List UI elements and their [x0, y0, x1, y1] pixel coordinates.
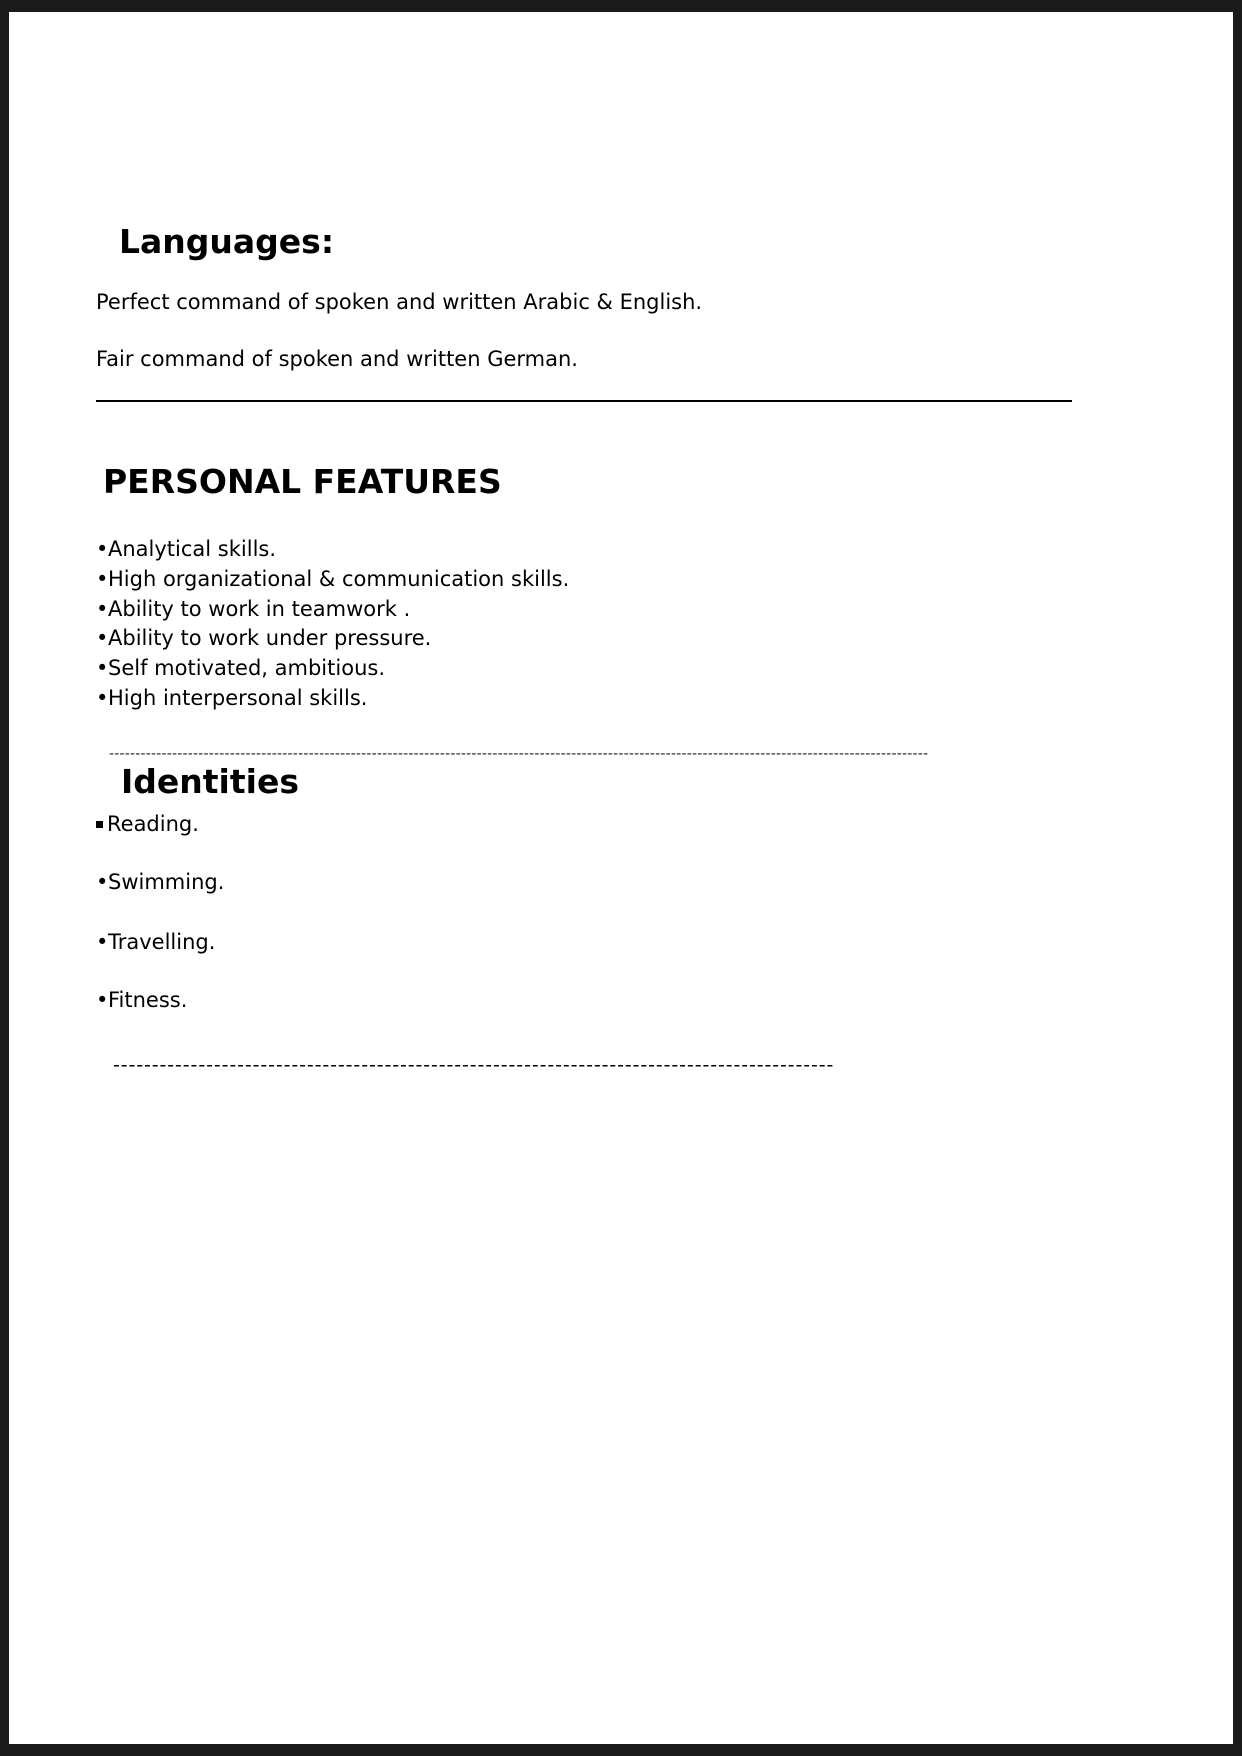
list-item: •Swimming. [96, 870, 225, 894]
list-item: •Travelling. [96, 930, 216, 954]
list-item: •Fitness. [96, 988, 188, 1012]
personal-features-list [96, 535, 569, 714]
identities-heading: Identities [121, 762, 299, 801]
square-bullet-icon [96, 821, 103, 828]
bullet-icon: • [96, 930, 109, 954]
section-divider-dashed: --------------------------------------------------------------------------------------------- [113, 1054, 835, 1076]
list-item: Reading. [96, 812, 199, 836]
bullet-icon: • [96, 566, 109, 591]
personal-features-heading: PERSONAL FEATURES [103, 462, 502, 501]
section-divider-dashed: ------------------------------------------------------------------------------------------------------------------------------------------------------------ [109, 746, 929, 762]
list-item: •High organizational & communication skills. [96, 565, 569, 595]
languages-heading: Languages: [119, 222, 335, 261]
list-item: •Analytical skills. [96, 535, 569, 565]
bullet-icon: • [96, 685, 109, 710]
language-line-german: Fair command of spoken and written German. [96, 347, 578, 371]
list-item: •Ability to work under pressure. [96, 624, 569, 654]
document-page [9, 12, 1233, 1744]
bullet-icon: • [96, 870, 109, 894]
list-item: •Self motivated, ambitious. [96, 654, 569, 684]
bullet-icon: • [96, 537, 109, 561]
bullet-icon: • [96, 596, 109, 621]
bullet-icon: • [96, 656, 109, 681]
section-divider-solid [96, 400, 1072, 402]
bullet-icon: • [96, 988, 109, 1012]
bullet-icon: • [96, 626, 109, 651]
list-item: •High interpersonal skills. [96, 684, 569, 714]
list-item: •Ability to work in teamwork . [96, 595, 569, 625]
language-line-arabic-english: Perfect command of spoken and written Arabic & English. [96, 290, 703, 314]
